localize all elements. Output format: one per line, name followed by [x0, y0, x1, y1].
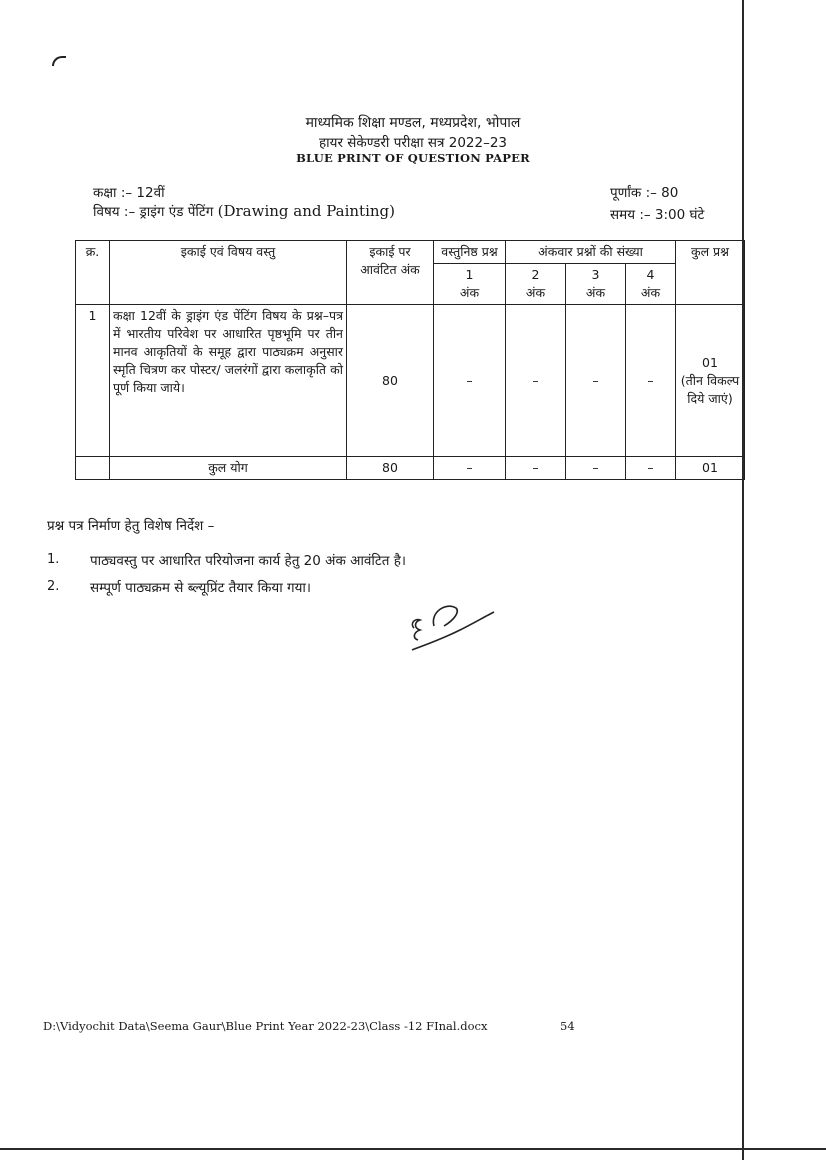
total-label: कुल योग	[110, 457, 347, 480]
exam-session: हायर सेकेण्डरी परीक्षा सत्र 2022–23	[318, 135, 508, 151]
header-objective: वस्तुनिष्ठ प्रश्न	[434, 241, 506, 264]
notes-title: प्रश्न पत्र निर्माण हेतु विशेष निर्देश –	[47, 518, 215, 534]
subheader-2-mark: 2 अंक	[506, 264, 566, 305]
total-2-mark: –	[506, 457, 566, 480]
table-header-row	[76, 241, 745, 264]
max-marks: पूर्णांक :– 80	[610, 185, 679, 201]
document-title: BLUE PRINT OF QUESTION PAPER	[296, 151, 530, 165]
total-questions: 01	[676, 457, 745, 480]
total-row	[76, 457, 745, 480]
header-total: कुल प्रश्न	[676, 241, 745, 305]
subheader-1-mark: 1 अंक	[434, 264, 506, 305]
row-objective: –	[434, 305, 506, 457]
total-4-mark: –	[626, 457, 676, 480]
row-sno: 1	[76, 305, 110, 457]
page-number: 54	[560, 1019, 575, 1033]
total-marks: 80	[347, 457, 434, 480]
row-2-mark: –	[506, 305, 566, 457]
scan-mark	[52, 56, 66, 66]
blueprint-table	[75, 240, 745, 480]
table-row	[76, 305, 745, 457]
scan-edge-right	[742, 0, 744, 1160]
row-3-mark: –	[566, 305, 626, 457]
total-blank	[76, 457, 110, 480]
row-marks: 80	[347, 305, 434, 457]
subject-line	[93, 202, 395, 220]
header-marks: इकाई पर आवंटित अंक	[347, 241, 434, 305]
signature-image	[400, 598, 500, 658]
scan-edge-bottom	[0, 1148, 826, 1150]
total-3-mark: –	[566, 457, 626, 480]
subheader-3-mark: 3 अंक	[566, 264, 626, 305]
note-text: सम्पूर्ण पाठ्यक्रम से ब्ल्यूप्रिंट तैयार किया गया।	[90, 580, 312, 596]
note-number: 2.	[47, 579, 60, 594]
row-total: 01 (तीन विकल्प दिये जाएं)	[676, 305, 745, 457]
header-unit: इकाई एवं विषय वस्तु	[110, 241, 347, 305]
board-name: माध्यमिक शिक्षा मण्डल, मध्यप्रदेश, भोपाल	[305, 115, 521, 131]
class-label: कक्षा :– 12वीं	[93, 185, 165, 201]
subject-english: (Drawing and Painting)	[217, 202, 396, 220]
header-sno: क्र.	[76, 241, 110, 305]
subheader-4-mark: 4 अंक	[626, 264, 676, 305]
header-markwise: अंकवार प्रश्नों की संख्या	[506, 241, 676, 264]
note-number: 1.	[47, 552, 60, 567]
note-text: पाठ्यवस्तु पर आधारित परियोजना कार्य हेतु 20 अंक आवंटित है।	[90, 553, 406, 569]
exam-time: समय :– 3:00 घंटे	[610, 207, 705, 223]
subject-label: विषय :– ड्राइंग एंड पेंटिंग	[93, 204, 214, 220]
footer-file-path: D:\Vidyochit Data\Seema Gaur\Blue Print Year 2022-23\Class -12 FInal.docx	[43, 1019, 488, 1033]
total-objective: –	[434, 457, 506, 480]
row-content: कक्षा 12वीं के ड्राइंग एंड पेंटिंग विषय के प्रश्न–पत्र में भारतीय परिवेश पर आधारित पृष्ठभूमि पर तीन मानव आकृतियों के समूह द्वारा पाठ्यक्रम अनुसार स्मृति चित्रण कर पोस्टर/ जलरंगों द्वारा कलाकृति को पूर्ण किया जाये।	[110, 305, 347, 457]
row-4-mark: –	[626, 305, 676, 457]
